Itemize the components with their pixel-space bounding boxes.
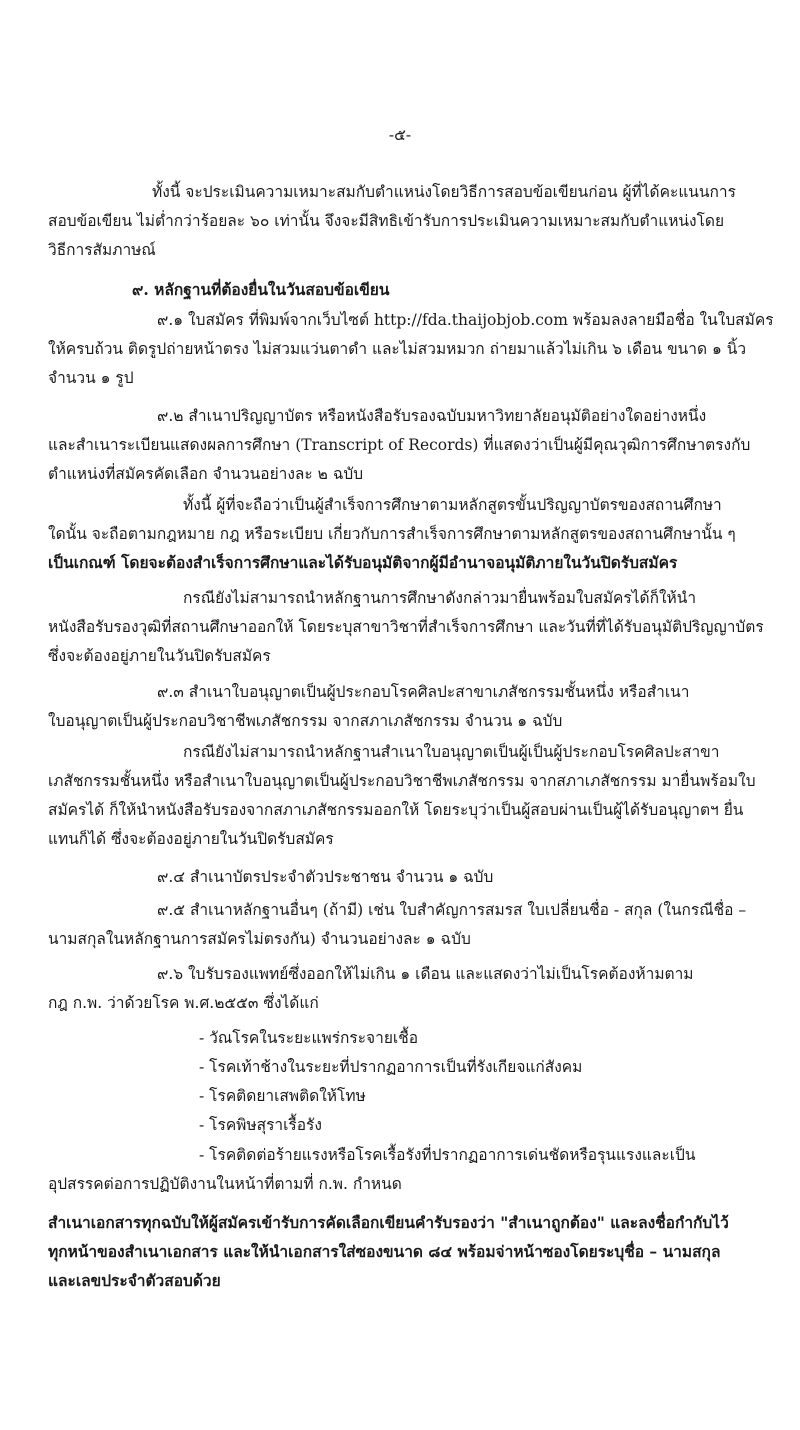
intro-line-1: ทั้งนี้ จะประเมินความเหมาะสมกับตำแหน่งโดยวิธีการสอบข้อเขียนก่อน ผู้ที่ได้คะแนนการ (152, 183, 736, 201)
item-9-5-line-1: ๙.๕ สำเนาหลักฐานอื่นๆ (ถ้ามี) เช่น ใบสำคัญการสมรส ใบเปลี่ยนชื่อ - สกุล (ในกรณีชื่อ – (157, 901, 747, 919)
intro-line-3: วิธีการสัมภาษณ์ (48, 241, 156, 259)
criteria-label: เป็นเกณฑ์ (48, 553, 122, 572)
item-9-2-line-3: ตำแหน่งที่สมัครคัดเลือก จำนวนอย่างละ ๒ ฉบับ (48, 465, 364, 483)
disease-item: - วัณโรคในระยะแพร่กระจายเชื้อ (199, 1029, 419, 1047)
disease-item: - โรคติดต่อร้ายแรงหรือโรคเรื้อรังที่ปรากฏอาการเด่นชัดหรือรุนแรงและเป็น (199, 1146, 696, 1164)
disease-item: - โรคพิษสุราเรื้อรัง (199, 1116, 322, 1134)
item-9-2-case-line-1: กรณียังไม่สามารถนำหลักฐานการศึกษาดังกล่าวมายื่นพร้อมใบสมัครได้ก็ให้นำ (183, 589, 697, 607)
item-9-2-note-line-1: ทั้งนี้ ผู้ที่จะถือว่าเป็นผู้สำเร็จการศึกษาตามหลักสูตรขั้นปริญญาบัตรของสถานศึกษา (183, 496, 722, 514)
section-9-heading: ๙. หลักฐานที่ต้องยื่นในวันสอบข้อเขียน (132, 280, 390, 299)
item-9-1-line-1: ๙.๑ ใบสมัคร ที่พิมพ์จากเว็บไซต์ http://fda.thaijobjob.com พร้อมลงลายมือชื่อ ในใบสมัคร (157, 311, 774, 329)
item-9-2-note-line-2: ใดนั้น จะถือตามกฎหมาย กฎ หรือระเบียบ เกี่ยวกับการสำเร็จการศึกษาตามหลักสูตรของสถานศึกษานั้น ๆ (48, 525, 736, 543)
item-9-3-note-line-4: แทนก็ได้ ซึ่งจะต้องอยู่ภายในวันปิดรับสมัคร (48, 830, 334, 848)
item-9-1-line-2: ให้ครบถ้วน ติดรูปถ่ายหน้าตรง ไม่สวมแว่นตาดำ และไม่สวมหมวก ถ่ายมาแล้วไม่เกิน ๖ เดือน ขนาด ๑ นิ้ว (48, 340, 747, 358)
item-9-3-note-line-3: สมัครได้ ก็ให้นำหนังสือรับรองจากสภาเภสัชกรรมออกให้ โดยระบุว่าเป็นผู้สอบผ่านเป็นผู้ได้รับอนุญาตฯ ยื่น (48, 801, 744, 819)
item-9-2-note-line-3 (48, 552, 677, 574)
item-9-4: ๙.๔ สำเนาบัตรประจำตัวประชาชน จำนวน ๑ ฉบับ (157, 868, 494, 886)
item-9-1-line-3: จำนวน ๑ รูป (48, 369, 134, 387)
final-note-line-1: สำเนาเอกสารทุกฉบับให้ผู้สมัครเข้ารับการคัดเลือกเขียนคำรับรองว่า "สำเนาถูกต้อง" และลงชื่อกำกับไว้ (48, 1213, 729, 1232)
item-9-3-note-line-2: เภสัชกรรมชั้นหนึ่ง หรือสำเนาใบอนุญาตเป็นผู้ประกอบวิชาชีพเภสัชกรรม จากสภาเภสัชกรรม มายื่นพร้อมใบ (48, 772, 756, 790)
item-9-6-line-1: ๙.๖ ใบรับรองแพทย์ซึ่งออกให้ไม่เกิน ๑ เดือน และแสดงว่าไม่เป็นโรคต้องห้ามตาม (157, 965, 694, 983)
item-9-3-note-line-1: กรณียังไม่สามารถนำหลักฐานสำเนาใบอนุญาตเป็นผู้เป็นผู้ประกอบโรคศิลปะสาขา (183, 743, 720, 761)
item-9-2-line-2: และสำเนาระเบียนแสดงผลการศึกษา (Transcript of Records) ที่แสดงว่าเป็นผู้มีคุณวุฒิการศึกษาตรงกับ (48, 436, 751, 454)
item-9-6-line-2: กฎ ก.พ. ว่าด้วยโรค พ.ศ.๒๕๕๓ ซึ่งได้แก่ (48, 994, 319, 1012)
disease-item: - โรคเท้าช้างในระยะที่ปรากฏอาการเป็นที่รังเกียจแก่สังคม (199, 1058, 583, 1076)
final-note-line-2: ทุกหน้าของสำเนาเอกสาร และให้นำเอกสารใส่ซองขนาด ๘๔ พร้อมจ่าหน้าซองโดยระบุชื่อ – นามสกุล (48, 1242, 721, 1261)
item-9-2-case-line-2: หนังสือรับรองวุฒิที่สถานศึกษาออกให้ โดยระบุสาขาวิชาที่สำเร็จการศึกษา และวันที่ที่ได้รับอนุมัติปริญญาบัตร (48, 618, 764, 636)
item-9-3-line-2: ใบอนุญาตเป็นผู้ประกอบวิชาชีพเภสัชกรรม จากสภาเภสัชกรรม จำนวน ๑ ฉบับ (48, 712, 563, 730)
criteria-requirement: โดยจะต้องสำเร็จการศึกษาและได้รับอนุมัติจากผู้มีอำนาจอนุมัติภายในวันปิดรับสมัคร (121, 553, 678, 572)
disease-item: - โรคติดยาเสพติดให้โทษ (199, 1087, 366, 1105)
item-9-3-line-1: ๙.๓ สำเนาใบอนุญาตเป็นผู้ประกอบโรคศิลปะสาขาเภสัชกรรมชั้นหนึ่ง หรือสำเนา (157, 683, 690, 701)
item-9-2-line-1: ๙.๒ สำเนาปริญญาบัตร หรือหนังสือรับรองฉบับมหาวิทยาลัยอนุมัติอย่างใดอย่างหนึ่ง (157, 407, 707, 425)
final-note-line-3: และเลขประจำตัวสอบด้วย (48, 1271, 221, 1290)
page-number: -๕- (388, 126, 412, 144)
intro-line-2: สอบข้อเขียน ไม่ต่ำกว่าร้อยละ ๖๐ เท่านั้น จึงจะมีสิทธิเข้ารับการประเมินความเหมาะสมกับตำแหน่งโดย (48, 212, 725, 230)
item-9-5-line-2: นามสกุลในหลักฐานการสมัครไม่ตรงกัน) จำนวนอย่างละ ๑ ฉบับ (48, 930, 471, 948)
item-9-2-case-line-3: ซึ่งจะต้องอยู่ภายในวันปิดรับสมัคร (48, 647, 271, 665)
disease-item-continued: อุปสรรคต่อการปฏิบัติงานในหน้าที่ตามที่ ก.พ. กำหนด (48, 1175, 402, 1193)
